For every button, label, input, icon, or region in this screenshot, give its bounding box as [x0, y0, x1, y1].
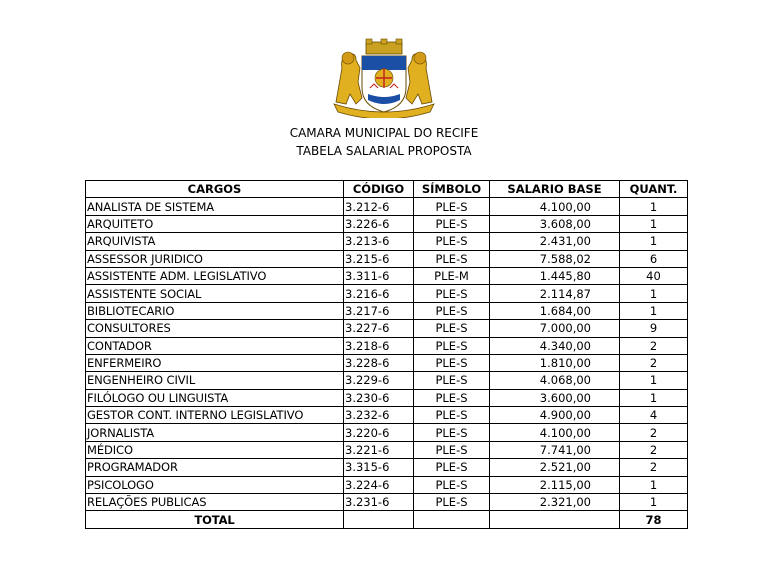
codigo-cell: 3.217-6: [344, 302, 414, 319]
quant-cell: 1: [620, 389, 688, 406]
cargo-cell: PROGRAMADOR: [86, 459, 344, 476]
salario-cell: 1.810,00: [490, 354, 620, 371]
codigo-cell: 3.232-6: [344, 407, 414, 424]
salario-cell: 4.100,00: [490, 424, 620, 441]
right-lion-supporter: [406, 52, 432, 104]
codigo-cell: 3.228-6: [344, 354, 414, 371]
codigo-cell: 3.315-6: [344, 459, 414, 476]
salario-cell: 3.608,00: [490, 215, 620, 232]
cargo-cell: ASSESSOR JURIDICO: [86, 250, 344, 267]
cargo-cell: FILÓLOGO OU LINGUISTA: [86, 389, 344, 406]
table-row: [86, 424, 688, 441]
total-empty-cell: [490, 511, 620, 528]
simbolo-cell: PLE-S: [414, 215, 490, 232]
quant-cell: 1: [620, 372, 688, 389]
simbolo-cell: PLE-S: [414, 250, 490, 267]
table-row: [86, 372, 688, 389]
salary-table: [85, 180, 688, 529]
quant-cell: 2: [620, 354, 688, 371]
codigo-cell: 3.227-6: [344, 320, 414, 337]
simbolo-cell: PLE-S: [414, 476, 490, 493]
codigo-cell: 3.230-6: [344, 389, 414, 406]
codigo-cell: 3.311-6: [344, 267, 414, 284]
salario-cell: 4.900,00: [490, 407, 620, 424]
quant-cell: 2: [620, 459, 688, 476]
salario-cell: 7.741,00: [490, 441, 620, 458]
simbolo-cell: PLE-S: [414, 424, 490, 441]
quant-cell: 1: [620, 285, 688, 302]
cargo-cell: CONTADOR: [86, 337, 344, 354]
table-row: [86, 215, 688, 232]
salario-cell: 1.684,00: [490, 302, 620, 319]
codigo-cell: 3.224-6: [344, 476, 414, 493]
left-lion-supporter: [336, 52, 362, 104]
total-quantity: 78: [620, 511, 688, 528]
codigo-cell: 3.216-6: [344, 285, 414, 302]
table-row: [86, 250, 688, 267]
column-header-cargos: CARGOS: [86, 181, 344, 198]
salario-cell: 4.100,00: [490, 198, 620, 215]
salario-cell: 2.114,87: [490, 285, 620, 302]
table-row: [86, 407, 688, 424]
quant-cell: 1: [620, 215, 688, 232]
simbolo-cell: PLE-S: [414, 459, 490, 476]
total-label: TOTAL: [86, 511, 344, 528]
codigo-cell: 3.221-6: [344, 441, 414, 458]
salario-cell: 2.431,00: [490, 233, 620, 250]
salario-cell: 7.000,00: [490, 320, 620, 337]
table-header-row: [86, 181, 688, 198]
quant-cell: 2: [620, 337, 688, 354]
city-coat-of-arms: [326, 38, 442, 118]
institution-name: CAMARA MUNICIPAL DO RECIFE: [289, 126, 479, 140]
codigo-cell: 3.231-6: [344, 494, 414, 511]
codigo-cell: 3.226-6: [344, 215, 414, 232]
column-header-salario-base: SALARIO BASE: [490, 181, 620, 198]
cargo-cell: ASSISTENTE ADM. LEGISLATIVO: [86, 267, 344, 284]
table-row: [86, 233, 688, 250]
salario-cell: 7.588,02: [490, 250, 620, 267]
simbolo-cell: PLE-S: [414, 407, 490, 424]
table-row: [86, 389, 688, 406]
simbolo-cell: PLE-S: [414, 233, 490, 250]
quant-cell: 4: [620, 407, 688, 424]
simbolo-cell: PLE-S: [414, 441, 490, 458]
column-header-quant: QUANT.: [620, 181, 688, 198]
simbolo-cell: PLE-S: [414, 354, 490, 371]
quant-cell: 1: [620, 494, 688, 511]
codigo-cell: 3.215-6: [344, 250, 414, 267]
cargo-cell: ASSISTENTE SOCIAL: [86, 285, 344, 302]
table-row: [86, 354, 688, 371]
cargo-cell: ARQUIVISTA: [86, 233, 344, 250]
quant-cell: 1: [620, 198, 688, 215]
crest-shield: [362, 56, 406, 112]
salario-cell: 4.340,00: [490, 337, 620, 354]
salario-cell: 2.115,00: [490, 476, 620, 493]
simbolo-cell: PLE-S: [414, 302, 490, 319]
quant-cell: 1: [620, 302, 688, 319]
codigo-cell: 3.220-6: [344, 424, 414, 441]
total-empty-cell: [414, 511, 490, 528]
cargo-cell: MÉDICO: [86, 441, 344, 458]
salario-cell: 2.321,00: [490, 494, 620, 511]
simbolo-cell: PLE-S: [414, 372, 490, 389]
cargo-cell: PSICOLOGO: [86, 476, 344, 493]
quant-cell: 1: [620, 233, 688, 250]
simbolo-cell: PLE-S: [414, 320, 490, 337]
table-row: [86, 337, 688, 354]
simbolo-cell: PLE-S: [414, 198, 490, 215]
quant-cell: 2: [620, 424, 688, 441]
table-row: [86, 198, 688, 215]
cargo-cell: ENFERMEIRO: [86, 354, 344, 371]
simbolo-cell: PLE-S: [414, 285, 490, 302]
table-row: [86, 441, 688, 458]
codigo-cell: 3.213-6: [344, 233, 414, 250]
total-row: [86, 511, 688, 528]
cargo-cell: ARQUITETO: [86, 215, 344, 232]
document-title: TABELA SALARIAL PROPOSTA: [296, 144, 472, 158]
table-row: [86, 302, 688, 319]
quant-cell: 1: [620, 476, 688, 493]
table-row: [86, 267, 688, 284]
cargo-cell: ANALISTA DE SISTEMA: [86, 198, 344, 215]
crest-crown: [366, 39, 402, 54]
table-row: [86, 459, 688, 476]
codigo-cell: 3.218-6: [344, 337, 414, 354]
salario-cell: 3.600,00: [490, 389, 620, 406]
codigo-cell: 3.229-6: [344, 372, 414, 389]
simbolo-cell: PLE-M: [414, 267, 490, 284]
column-header-simbolo: SÍMBOLO: [414, 181, 490, 198]
salario-cell: 4.068,00: [490, 372, 620, 389]
cargo-cell: BIBLIOTECARIO: [86, 302, 344, 319]
simbolo-cell: PLE-S: [414, 494, 490, 511]
table-row: [86, 285, 688, 302]
quant-cell: 9: [620, 320, 688, 337]
salario-cell: 2.521,00: [490, 459, 620, 476]
cargo-cell: RELAÇÕES PUBLICAS: [86, 494, 344, 511]
salario-cell: 1.445,80: [490, 267, 620, 284]
table-row: [86, 494, 688, 511]
codigo-cell: 3.212-6: [344, 198, 414, 215]
quant-cell: 2: [620, 441, 688, 458]
simbolo-cell: PLE-S: [414, 337, 490, 354]
cargo-cell: ENGENHEIRO CIVIL: [86, 372, 344, 389]
cargo-cell: CONSULTORES: [86, 320, 344, 337]
cargo-cell: JORNALISTA: [86, 424, 344, 441]
simbolo-cell: PLE-S: [414, 389, 490, 406]
column-header-codigo: CÓDIGO: [344, 181, 414, 198]
quant-cell: 40: [620, 267, 688, 284]
quant-cell: 6: [620, 250, 688, 267]
table-row: [86, 476, 688, 493]
total-empty-cell: [344, 511, 414, 528]
table-row: [86, 320, 688, 337]
cargo-cell: GESTOR CONT. INTERNO LEGISLATIVO: [86, 407, 344, 424]
